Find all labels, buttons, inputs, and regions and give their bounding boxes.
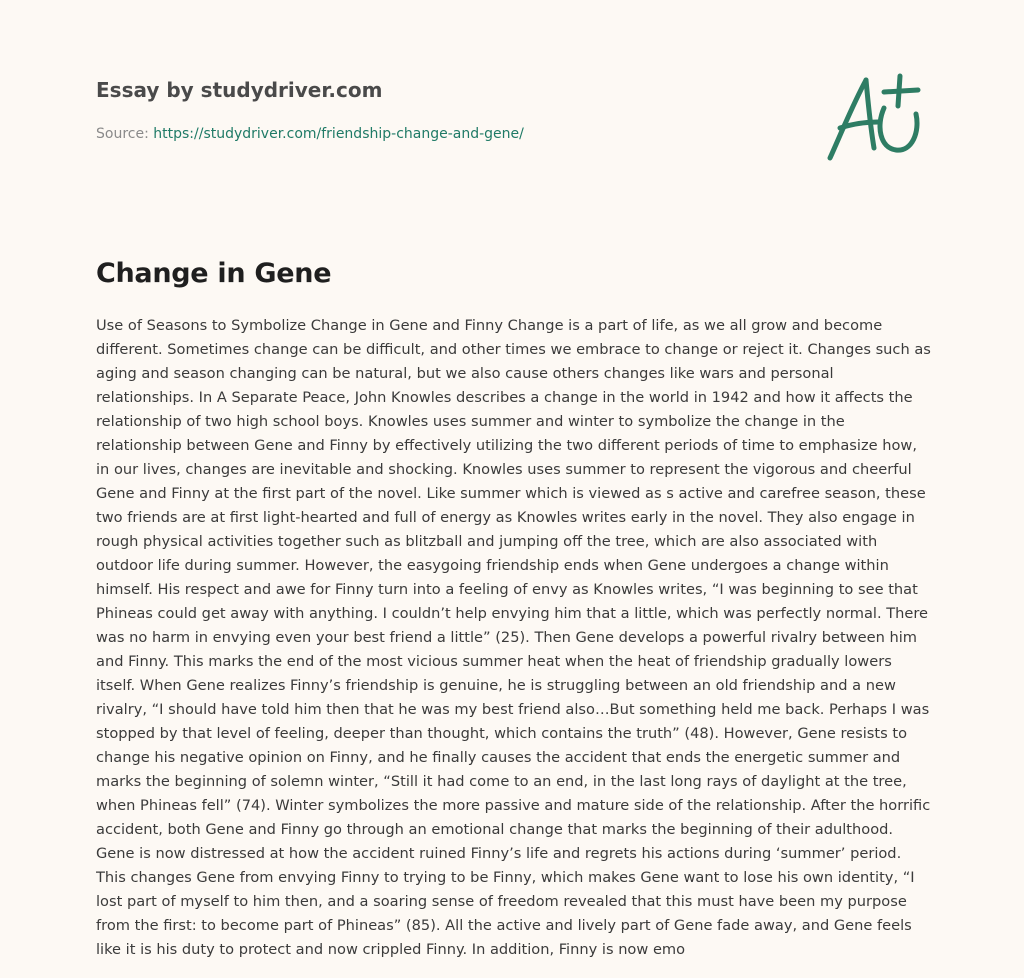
essay-body: Use of Seasons to Symbolize Change in Gene and Finny Change is a part of life, as we all grow and become different. Sometimes change can be difficult, and other times we embrace to change or reject it. Changes such as aging and season changing can be natural, but we also cause others changes like wars and personal relationships. In A Separate Peace, John Knowles describes a change in the world in 1942 and how it affects the relationship of two high school boys. Knowles uses summer and winter to symbolize the change in the relationship between Gene and Finny by effectively utilizing the two different periods of time to emphasize how, in our lives, changes are inevitable and shocking. Knowles uses summer to represent the vigorous and cheerful Gene and Finny at the first part of the novel. Like summer which is viewed as s active and carefree season, these two friends are at first light-hearted and full of energy as Knowles writes early in the novel. They also engage in rough physical activities together such as blitzball and jumping off the tree, which are also associated with outdoor life during summer. However, the easygoing friendship ends when Gene undergoes a change within himself. His respect and awe for Finny turn into a feeling of envy as Knowles writes, “I was beginning to see that Phineas could get away with anything. I couldn’t help envying him that a little, which was perfectly normal. There was no harm in envying even your best friend a little” (25). Then Gene develops a powerful rivalry between him and Finny. This marks the end of the most vicious summer heat when the heat of friendship gradually lowers itself. When Gene realizes Finny’s friendship is genuine, he is struggling between an old friendship and a new rivalry, “I should have told him then that he was my best friend also…But something held me back. Perhaps I was stopped by that level of feeling, deeper than thought, which contains the truth” (48). However, Gene resists to change his negative opinion on Finny, and he finally causes the accident that ends the energetic summer and marks the beginning of solemn winter, “Still it had come to an end, in the last long rays of daylight at the tree, when Phineas fell” (74). Winter symbolizes the more passive and mature side of the relationship. After the horrific accident, both Gene and Finny go through an emotional change that marks the beginning of their adulthood. Gene is now distressed at how the accident ruined Finny’s life and regrets his actions during ‘summer’ period. This changes Gene from envying Finny to trying to be Finny, which makes Gene want to lose his own identity, “I lost part of myself to him then, and a soaring sense of freedom revealed that this must have been my purpose from the first: to become part of Phineas” (85). All the active and lively part of Gene fade away, and Gene feels like it is his duty to protect and now crippled Finny. In addition, Finny is now emo xyxy=(96,317,931,958)
site-title: Essay by studydriver.com xyxy=(96,78,383,102)
page-header xyxy=(96,76,796,144)
source-line xyxy=(96,124,796,144)
a-plus-logo-icon xyxy=(822,66,932,166)
source-link[interactable]: https://studydriver.com/friendship-change-and-gene/ xyxy=(153,126,524,142)
essay-title: Change in Gene xyxy=(96,258,332,289)
source-label: Source: xyxy=(96,126,149,142)
